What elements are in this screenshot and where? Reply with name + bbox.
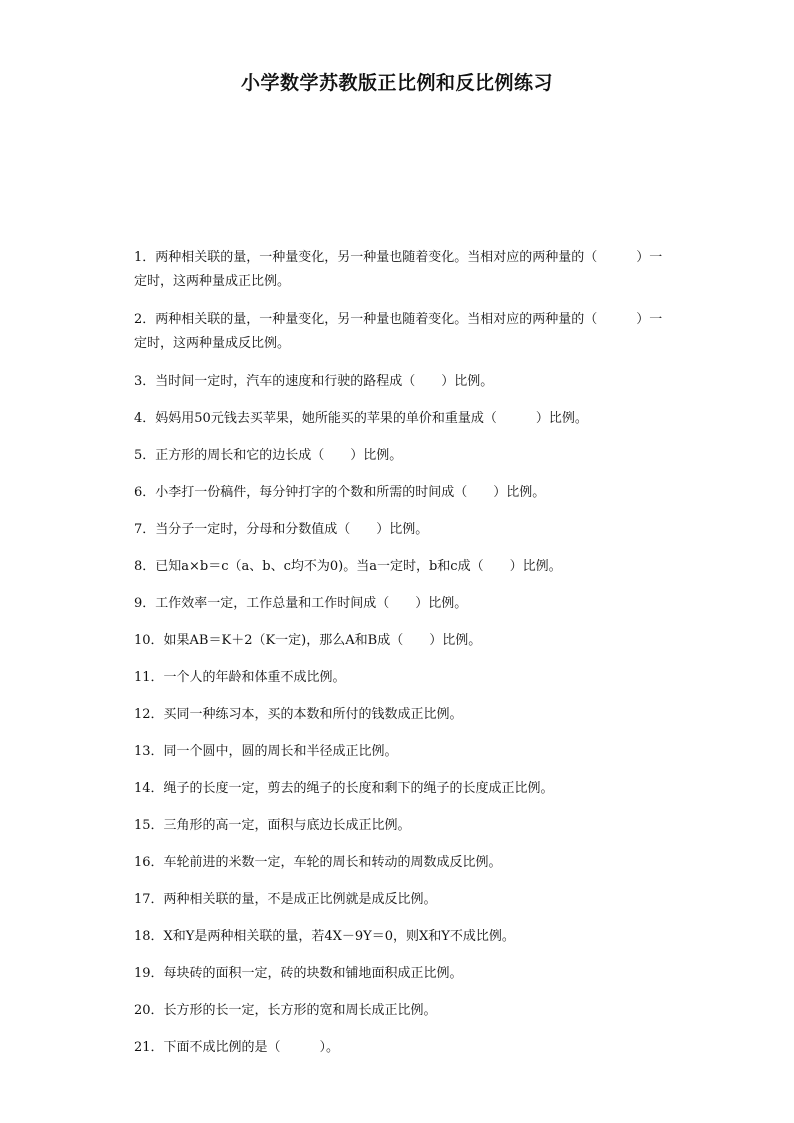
question-list — [134, 246, 674, 1060]
question-item: 21．下面不成比例的是（ ）。 — [134, 1040, 340, 1055]
question-item: 4．妈妈用50元钱去买苹果，她所能买的苹果的单价和重量成（ ）比例。 — [134, 411, 588, 426]
question-item: 7．当分子一定时，分母和分数值成（ ）比例。 — [134, 522, 429, 537]
question-item: 16．车轮前进的米数一定，车轮的周长和转动的周数成反比例。 — [134, 855, 502, 870]
question-item: 6．小李打一份稿件，每分钟打字的个数和所需的时间成（ ）比例。 — [134, 485, 546, 500]
question-item: 3．当时间一定时，汽车的速度和行驶的路程成（ ）比例。 — [134, 374, 494, 389]
question-item: 13．同一个圆中，圆的周长和半径成正比例。 — [134, 744, 398, 759]
question-item: 1．两种相关联的量，一种量变化，另一种量也随着变化。当相对应的两种量的（ ）一定时，这两种量成正比例。 — [134, 250, 663, 289]
question-item: 11．一个人的年龄和体重不成比例。 — [134, 670, 346, 685]
question-item: 10．如果AB＝K＋2（K一定)，那么A和B成（ ）比例。 — [134, 633, 482, 648]
question-item: 20．长方形的长一定，长方形的宽和周长成正比例。 — [134, 1003, 437, 1018]
question-item: 14．绳子的长度一定，剪去的绳子的长度和剩下的绳子的长度成正比例。 — [134, 781, 554, 796]
question-item: 5．正方形的周长和它的边长成（ ）比例。 — [134, 448, 403, 463]
page-title: 小学数学苏教版正比例和反比例练习 — [240, 72, 553, 94]
question-item: 15．三角形的高一定，面积与底边长成正比例。 — [134, 818, 411, 833]
question-item: 2．两种相关联的量，一种量变化，另一种量也随着变化。当相对应的两种量的（ ）一定时，这两种量成反比例。 — [134, 312, 663, 351]
question-item: 18．X和Y是两种相关联的量，若4X－9Y＝0，则X和Y不成比例。 — [134, 929, 515, 944]
question-item: 17．两种相关联的量，不是成正比例就是成反比例。 — [134, 892, 437, 907]
question-item: 12．买同一种练习本，买的本数和所付的钱数成正比例。 — [134, 707, 463, 722]
question-item: 19．每块砖的面积一定，砖的块数和铺地面积成正比例。 — [134, 966, 463, 981]
question-item: 9．工作效率一定，工作总量和工作时间成（ ）比例。 — [134, 596, 468, 611]
question-item: 8．已知a×b＝c（a、b、c均不为0)。当a一定时，b和c成（ ）比例。 — [134, 559, 562, 574]
